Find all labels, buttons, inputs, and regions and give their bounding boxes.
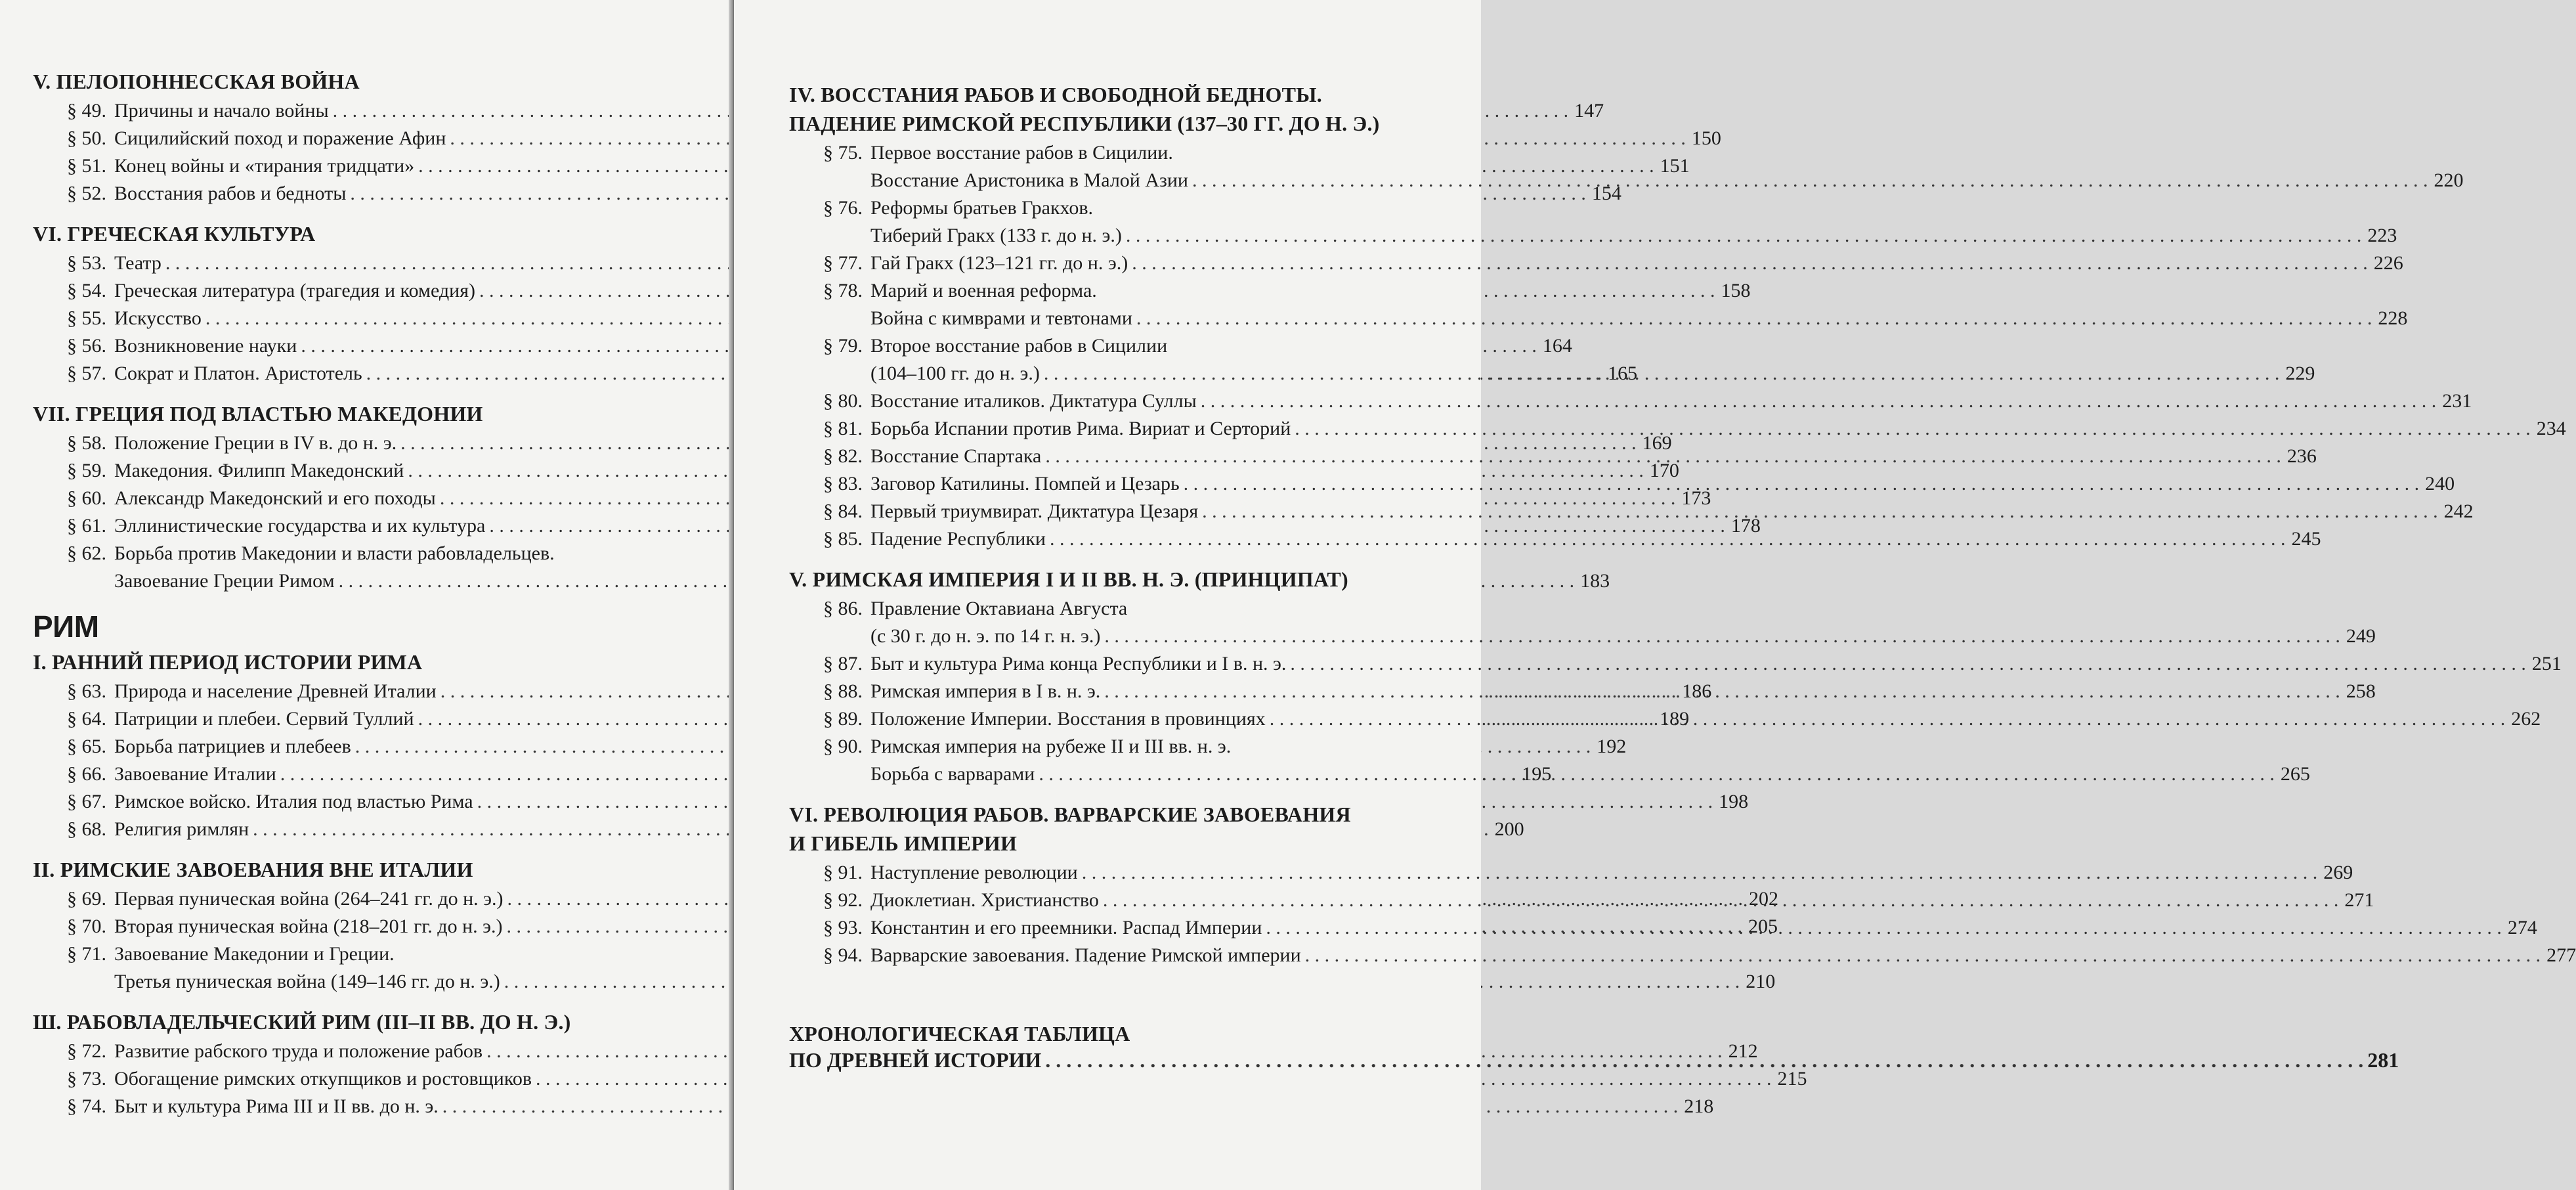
paragraph-number: § 79. xyxy=(823,335,863,357)
paragraph-number: § 72. xyxy=(67,1040,106,1062)
entry-title: Наступление революции xyxy=(870,862,1078,883)
toc-entry-row xyxy=(823,277,1495,305)
toc-entry[interactable] xyxy=(33,125,1721,152)
leader-dots xyxy=(1266,914,2502,942)
paragraph-number: § 94. xyxy=(823,944,863,966)
page-number: 178 xyxy=(1730,515,1761,537)
toc-entry-row xyxy=(823,139,1495,167)
entry-title: Быт и культура Рима III и II вв. до н. э. xyxy=(114,1095,439,1117)
toc-entry[interactable] xyxy=(789,650,2562,678)
entry-title-continued: (с 30 г. до н. э. по 14 г. н. э.) xyxy=(870,625,1101,647)
leader-dots xyxy=(1192,167,2428,194)
entry-title: Константин и его преемники. Распад Империи xyxy=(870,917,1262,938)
page-number: 234 xyxy=(2536,418,2566,439)
leader-dots xyxy=(1290,650,2526,678)
toc-entry-row xyxy=(823,650,2562,678)
paragraph-number: § 61. xyxy=(67,515,106,537)
chronology-page: 281 xyxy=(2367,1048,2399,1072)
paragraph-number: § 68. xyxy=(67,818,106,840)
toc-entry[interactable] xyxy=(33,1065,1807,1093)
entry-continuation-row xyxy=(823,222,2397,250)
paragraph-number: § 57. xyxy=(67,363,106,384)
entry-title: Первое восстание рабов в Сицилии. xyxy=(870,142,1173,164)
toc-entry-row xyxy=(823,387,2472,415)
page-number: 271 xyxy=(2344,889,2374,911)
part-title-rome: РИМ xyxy=(33,609,99,644)
entry-title: Завоевание Италии xyxy=(114,763,276,785)
paragraph-number: § 67. xyxy=(67,791,106,812)
section-heading: VI. ГРЕЧЕСКАЯ КУЛЬТУРА xyxy=(33,222,316,246)
page-number: 150 xyxy=(1691,127,1721,149)
page-number: 229 xyxy=(2285,363,2315,384)
paragraph-number: § 89. xyxy=(823,708,863,730)
toc-entry[interactable] xyxy=(789,859,2353,887)
paragraph-number: § 70. xyxy=(67,915,106,937)
chronology-heading: ХРОНОЛОГИЧЕСКАЯ ТАБЛИЦА xyxy=(789,1022,1130,1046)
paragraph-number: § 64. xyxy=(67,708,106,730)
leader-dots xyxy=(1126,222,2362,250)
page-number: 220 xyxy=(2434,169,2464,191)
leader-dots xyxy=(1295,415,2531,443)
entry-title: Природа и население Древней Италии xyxy=(114,680,437,702)
paragraph-number: § 80. xyxy=(823,390,863,412)
paragraph-number: § 85. xyxy=(823,528,863,550)
page-number: 189 xyxy=(1660,708,1690,730)
entry-title: Александр Македонский и его походы xyxy=(114,487,436,509)
section-heading-line2: И ГИБЕЛЬ ИМПЕРИИ xyxy=(789,831,1018,855)
entry-title: Вторая пуническая война (218–201 гг. до н. э.) xyxy=(114,915,503,937)
page-number: 154 xyxy=(1591,183,1621,204)
page-number: 231 xyxy=(2442,390,2472,412)
entry-title: Варварские завоевания. Падение Римской империи xyxy=(870,944,1301,966)
entry-title: Патриции и плебеи. Сервий Туллий xyxy=(114,708,414,730)
paragraph-number: § 78. xyxy=(823,280,863,301)
paragraph-number: § 88. xyxy=(823,680,863,702)
entry-title-continued: Борьба с варварами xyxy=(870,763,1035,785)
page-number: 236 xyxy=(2286,445,2317,467)
paragraph-number: § 84. xyxy=(823,500,863,522)
leader-dots xyxy=(1045,1047,2363,1073)
toc-entry-row xyxy=(67,540,660,567)
page-number: 195 xyxy=(1522,763,1552,785)
entry-title: Марий и военная реформа. xyxy=(870,280,1097,301)
entry-title: Восстание Спартака xyxy=(870,445,1042,467)
page-number: 192 xyxy=(1597,736,1627,757)
entry-title: Эллинистические государства и их культура xyxy=(114,515,486,537)
page-number: 215 xyxy=(1777,1068,1807,1090)
entry-title-continued: Восстание Аристоника в Малой Азии xyxy=(870,169,1188,191)
entry-title: Быт и культура Рима конца Республики и I в. н. э. xyxy=(870,653,1287,674)
entry-title: Положение Греции в IV в. до н. э. xyxy=(114,432,397,454)
paragraph-number: § 92. xyxy=(823,889,863,911)
paragraph-number: § 60. xyxy=(67,487,106,509)
paragraph-number: § 66. xyxy=(67,763,106,785)
paragraph-number: § 52. xyxy=(67,183,106,204)
entry-continuation-row xyxy=(823,623,2376,650)
page-number: 169 xyxy=(1642,432,1672,454)
section-heading: I. РАННИЙ ПЕРИОД ИСТОРИИ РИМА xyxy=(33,650,423,674)
entry-title-continued: (104–100 гг. до н. э.) xyxy=(870,363,1040,384)
page-number: 164 xyxy=(1542,335,1572,357)
paragraph-number: § 76. xyxy=(823,197,863,219)
leader-dots xyxy=(1202,498,2438,525)
page-number: 265 xyxy=(2280,763,2310,785)
entry-title: Первая пуническая война (264–241 гг. до н. э.) xyxy=(114,888,504,910)
leader-dots xyxy=(1039,760,2275,788)
page-number: 228 xyxy=(2378,307,2408,329)
toc-entry[interactable] xyxy=(789,250,2403,277)
paragraph-number: § 77. xyxy=(823,252,863,274)
section-heading: VI. РЕВОЛЮЦИЯ РАБОВ. ВАРВАРСКИЕ ЗАВОЕВАНИЯ xyxy=(789,803,1351,826)
chronology-heading-line2: ПО ДРЕВНЕЙ ИСТОРИИ xyxy=(789,1048,1042,1072)
page-number: 147 xyxy=(1574,100,1604,121)
toc-entry-row xyxy=(823,332,1495,360)
leader-dots xyxy=(1201,387,2437,415)
entry-title: Развитие рабского труда и положение рабов xyxy=(114,1040,483,1062)
entry-title: Заговор Катилины. Помпей и Цезарь xyxy=(870,473,1180,495)
paragraph-number: § 71. xyxy=(67,943,106,965)
entry-title: Римская империя в I в. н. э. xyxy=(870,680,1101,702)
page-number: 251 xyxy=(2531,653,2562,674)
toc-entry-row xyxy=(823,250,2403,277)
paragraph-number: § 65. xyxy=(67,736,106,757)
leader-dots xyxy=(1104,623,2340,650)
leader-dots xyxy=(1132,250,2368,277)
paragraph-number: § 91. xyxy=(823,862,863,883)
paragraph-number: § 50. xyxy=(67,127,106,149)
paragraph-number: § 58. xyxy=(67,432,106,454)
section-heading: VII. ГРЕЦИЯ ПОД ВЛАСТЬЮ МАКЕДОНИИ xyxy=(33,402,483,426)
toc-entry[interactable] xyxy=(789,595,2376,650)
paragraph-number: § 82. xyxy=(823,445,863,467)
toc-entry-row xyxy=(823,595,1495,623)
paragraph-number: § 54. xyxy=(67,280,106,301)
leader-dots xyxy=(1305,942,2541,969)
paragraph-number: § 55. xyxy=(67,307,106,329)
paragraph-number: § 73. xyxy=(67,1068,106,1090)
page-number: 223 xyxy=(2367,225,2397,246)
toc-entry[interactable] xyxy=(33,250,660,277)
paragraph-number: § 81. xyxy=(823,418,863,439)
toc-entry-row xyxy=(823,733,1495,760)
entry-title: Восстания рабов и бедноты xyxy=(114,183,347,204)
entry-title: Правление Октавиана Августа xyxy=(870,598,1128,619)
page-number: 158 xyxy=(1721,280,1751,301)
page-number: 165 xyxy=(1608,363,1638,384)
entry-title: Конец войны и «тирания тридцати» xyxy=(114,155,415,177)
entry-title: Римское войско. Италия под властью Рима xyxy=(114,791,473,812)
entry-title: Положение Империи. Восстания в провинциях xyxy=(870,708,1266,730)
paragraph-number: § 86. xyxy=(823,598,863,619)
paragraph-number: § 56. xyxy=(67,335,106,357)
paragraph-number: § 62. xyxy=(67,542,106,564)
page-number: 151 xyxy=(1660,155,1690,177)
entry-title: Диоклетиан. Христианство xyxy=(870,889,1099,911)
entry-title-continued: Тиберий Гракх (133 г. до н. э.) xyxy=(870,225,1122,246)
section-heading: V. ПЕЛОПОННЕССКАЯ ВОЙНА xyxy=(33,70,360,93)
toc-entry-row xyxy=(67,305,660,332)
section-heading: Ш. РАБОВЛАДЕЛЬЧЕСКИЙ РИМ (III–II ВВ. ДО Н. Э.) xyxy=(33,1010,571,1034)
toc-entry-row xyxy=(67,250,660,277)
paragraph-number: § 49. xyxy=(67,100,106,121)
leader-dots xyxy=(1044,360,2280,387)
entry-title: Борьба патрициев и плебеев xyxy=(114,736,351,757)
entry-title: Искусство xyxy=(114,307,202,329)
page-number: 249 xyxy=(2346,625,2376,647)
toc-entry[interactable] xyxy=(789,387,2472,415)
page-number: 212 xyxy=(1728,1040,1758,1062)
page-number: 218 xyxy=(1684,1095,1714,1117)
paragraph-number: § 53. xyxy=(67,252,106,274)
toc-entry-row xyxy=(67,125,1721,152)
leader-dots xyxy=(1082,859,2318,887)
page-number: 210 xyxy=(1746,971,1776,992)
leader-dots xyxy=(1136,305,2372,332)
page-number: 202 xyxy=(1749,888,1779,910)
page-number: 274 xyxy=(2507,917,2537,938)
toc-entry-row xyxy=(823,859,2353,887)
entry-continuation-row xyxy=(67,968,1776,996)
entry-title: Театр xyxy=(114,252,161,274)
page-number: 205 xyxy=(1748,915,1778,937)
paragraph-number: § 87. xyxy=(823,653,863,674)
entry-title-continued: Война с кимврами и тевтонами xyxy=(870,307,1132,329)
leader-dots xyxy=(1103,887,2339,914)
leader-dots xyxy=(1270,705,2506,733)
entry-title: Второе восстание рабов в Сицилии xyxy=(870,335,1168,357)
entry-title: Причины и начало войны xyxy=(114,100,329,121)
toc-entry-row xyxy=(67,1093,1714,1120)
page-number: 170 xyxy=(1649,460,1679,481)
paragraph-number: § 93. xyxy=(823,917,863,938)
page-number: 242 xyxy=(2443,500,2474,522)
entry-title: Греческая литература (трагедия и комедия) xyxy=(114,280,476,301)
leader-dots xyxy=(1045,443,2281,470)
toc-entry[interactable] xyxy=(33,305,660,332)
page-number: 240 xyxy=(2425,473,2455,495)
entry-title: Македония. Филипп Македонский xyxy=(114,460,404,481)
toc-entry[interactable] xyxy=(33,1093,1714,1120)
entry-title: Завоевание Македонии и Греции. xyxy=(114,943,395,965)
page-number: 198 xyxy=(1719,791,1749,812)
paragraph-number: § 90. xyxy=(823,736,863,757)
toc-entry-row xyxy=(823,194,1495,222)
entry-title: Восстание италиков. Диктатура Суллы xyxy=(870,390,1197,412)
entry-title-continued: Завоевание Греции Римом xyxy=(114,570,335,592)
leader-dots xyxy=(1184,470,2420,498)
entry-title: Сократ и Платон. Аристотель xyxy=(114,363,362,384)
spacer xyxy=(789,969,1495,1021)
leader-dots xyxy=(1104,678,2340,705)
toc-entry-row xyxy=(823,942,2576,969)
page-number: 262 xyxy=(2511,708,2541,730)
paragraph-number: § 51. xyxy=(67,155,106,177)
entry-title: Борьба против Македонии и власти рабовладельцев. xyxy=(114,542,555,564)
page-number: 258 xyxy=(2346,680,2376,702)
paragraph-number: § 69. xyxy=(67,888,106,910)
entry-title: Борьба Испании против Рима. Вириат и Серторий xyxy=(870,418,1291,439)
paragraph-number: § 75. xyxy=(823,142,863,164)
page-number: 186 xyxy=(1682,680,1712,702)
paragraph-number: § 63. xyxy=(67,680,106,702)
leader-dots xyxy=(1050,525,2286,553)
entry-title: Гай Гракх (123–121 гг. до н. э.) xyxy=(870,252,1128,274)
page-number: 277 xyxy=(2546,944,2576,966)
section-heading: V. РИМСКАЯ ИМПЕРИЯ I И II ВВ. Н. Э. (ПРИНЦИПАТ) xyxy=(789,567,1348,591)
toc-entry[interactable] xyxy=(789,942,2576,969)
section-heading: II. РИМСКИЕ ЗАВОЕВАНИЯ ВНЕ ИТАЛИИ xyxy=(33,858,473,881)
page-number: 200 xyxy=(1494,818,1524,840)
entry-title-continued: Третья пуническая война (149–146 гг. до н. э.) xyxy=(114,971,500,992)
entry-title: Первый триумвират. Диктатура Цезаря xyxy=(870,500,1199,522)
entry-title: Римская империя на рубеже II и III вв. н. э. xyxy=(870,736,1232,757)
paragraph-number: § 74. xyxy=(67,1095,106,1117)
page-number: 245 xyxy=(2291,528,2321,550)
page-number: 226 xyxy=(2373,252,2403,274)
toc-entry[interactable] xyxy=(789,194,2397,250)
entry-title: Сицилийский поход и поражение Афин xyxy=(114,127,446,149)
section-heading-line2: ПАДЕНИЕ РИМСКОЙ РЕСПУБЛИКИ (137–30 ГГ. ДО Н. Э.) xyxy=(789,112,1380,135)
paragraph-number: § 83. xyxy=(823,473,863,495)
toc-entry-row xyxy=(67,1065,1807,1093)
entry-title: Реформы братьев Гракхов. xyxy=(870,197,1094,219)
entry-title: Обогащение римских откупщиков и ростовщиков xyxy=(114,1068,532,1090)
paragraph-number: § 59. xyxy=(67,460,106,481)
page-number: 183 xyxy=(1580,570,1610,592)
section-heading: IV. ВОССТАНИЯ РАБОВ И СВОБОДНОЙ БЕДНОТЫ. xyxy=(789,83,1322,106)
page-number: 173 xyxy=(1681,487,1711,509)
entry-continuation-row xyxy=(823,305,2408,332)
page-number: 269 xyxy=(2323,862,2353,883)
entry-title: Религия римлян xyxy=(114,818,249,840)
entry-title: Падение Республики xyxy=(870,528,1046,550)
toc-entry-row xyxy=(67,940,660,968)
entry-title: Возникновение науки xyxy=(114,335,297,357)
